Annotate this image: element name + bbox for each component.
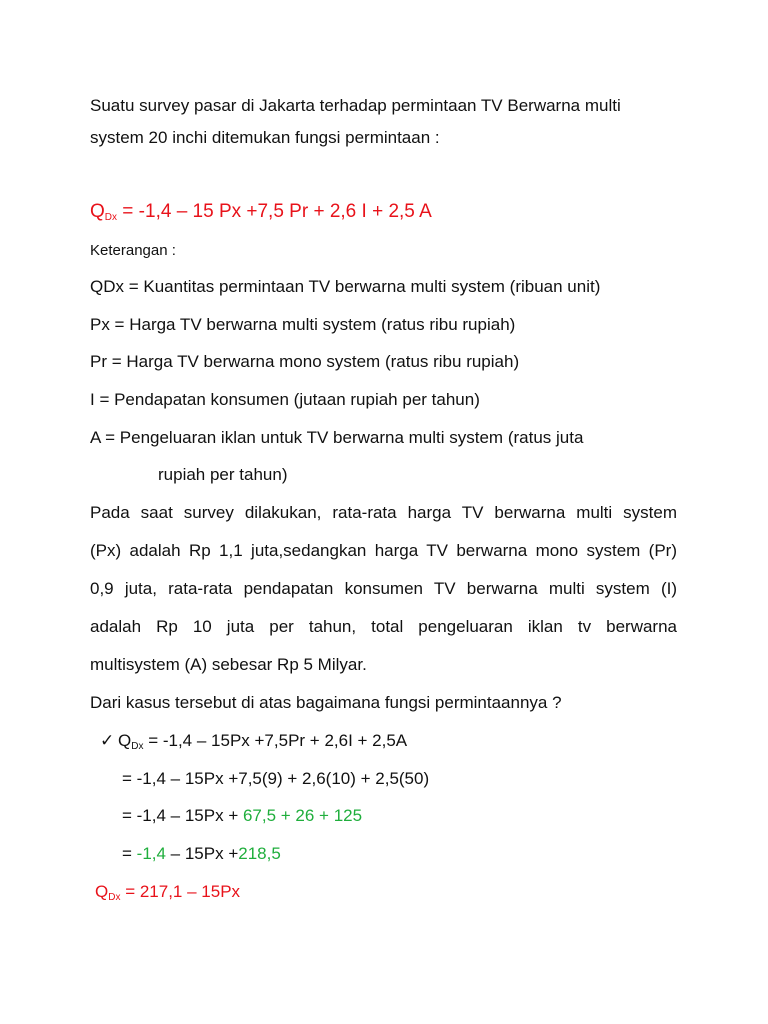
step4-sum: 218,5 (238, 844, 281, 863)
paragraph-line-4: adalah Rp 10 juta per tahun, total pengeluaran iklan tv berwarna (90, 617, 677, 636)
final-subscript: Dx (108, 892, 121, 903)
definition-a-continued: rupiah per tahun) (158, 465, 288, 484)
step4-equals: = (122, 844, 137, 863)
checkmark-icon: ✓ (100, 731, 115, 750)
step1-q: Q (118, 731, 132, 750)
paragraph-line-3: 0,9 juta, rata-rata pendapatan konsumen TV berwarna multi system (I) (90, 579, 677, 598)
solution-step-1 (100, 730, 407, 758)
final-equation (95, 881, 240, 909)
step3-lead: = -1,4 – 15Px + (122, 806, 243, 825)
keterangan-label: Keterangan : (90, 242, 176, 259)
definition-px: Px = Harga TV berwarna multi system (ratus ribu rupiah) (90, 315, 516, 334)
solution-step-3 (122, 805, 362, 827)
step4-constant: -1,4 (136, 844, 166, 863)
final-q: Q (95, 882, 109, 901)
main-equation (90, 201, 432, 229)
step4-middle: – 15Px + (165, 844, 239, 863)
equation-rhs: = -1,4 – 15 Px +7,5 Pr + 2,6 I + 2,5 A (117, 201, 432, 222)
definition-qdx: QDx = Kuantitas permintaan TV berwarna multi system (ribuan unit) (90, 277, 601, 296)
paragraph-line-2: (Px) adalah Rp 1,1 juta,sedangkan harga TV berwarna mono system (Pr) (90, 541, 677, 560)
intro-line-2: system 20 inchi ditemukan fungsi permintaan : (90, 128, 440, 147)
equation-subscript: Dx (104, 212, 118, 223)
definition-pr: Pr = Harga TV berwarna mono system (ratus ribu rupiah) (90, 352, 520, 371)
definition-i: I = Pendapatan konsumen (jutaan rupiah per tahun) (90, 390, 480, 409)
paragraph-line-5: multisystem (A) sebesar Rp 5 Milyar. (90, 655, 367, 674)
step1-subscript: Dx (131, 741, 144, 752)
equation-q: Q (90, 201, 105, 222)
step3-highlight: 67,5 + 26 + 125 (242, 806, 363, 825)
intro-line-1: Suatu survey pasar di Jakarta terhadap permintaan TV Berwarna multi (90, 96, 621, 115)
solution-step-4 (122, 843, 281, 865)
definition-a: A = Pengeluaran iklan untuk TV berwarna multi system (ratus juta (90, 428, 584, 447)
solution-step-2: = -1,4 – 15Px +7,5(9) + 2,6(10) + 2,5(50) (122, 769, 430, 788)
final-rhs: = 217,1 – 15Px (120, 882, 241, 901)
step1-rhs: = -1,4 – 15Px +7,5Pr + 2,6I + 2,5A (143, 731, 408, 750)
question-text: Dari kasus tersebut di atas bagaimana fungsi permintaannya ? (90, 693, 562, 712)
paragraph-line-1: Pada saat survey dilakukan, rata-rata harga TV berwarna multi system (90, 503, 677, 522)
